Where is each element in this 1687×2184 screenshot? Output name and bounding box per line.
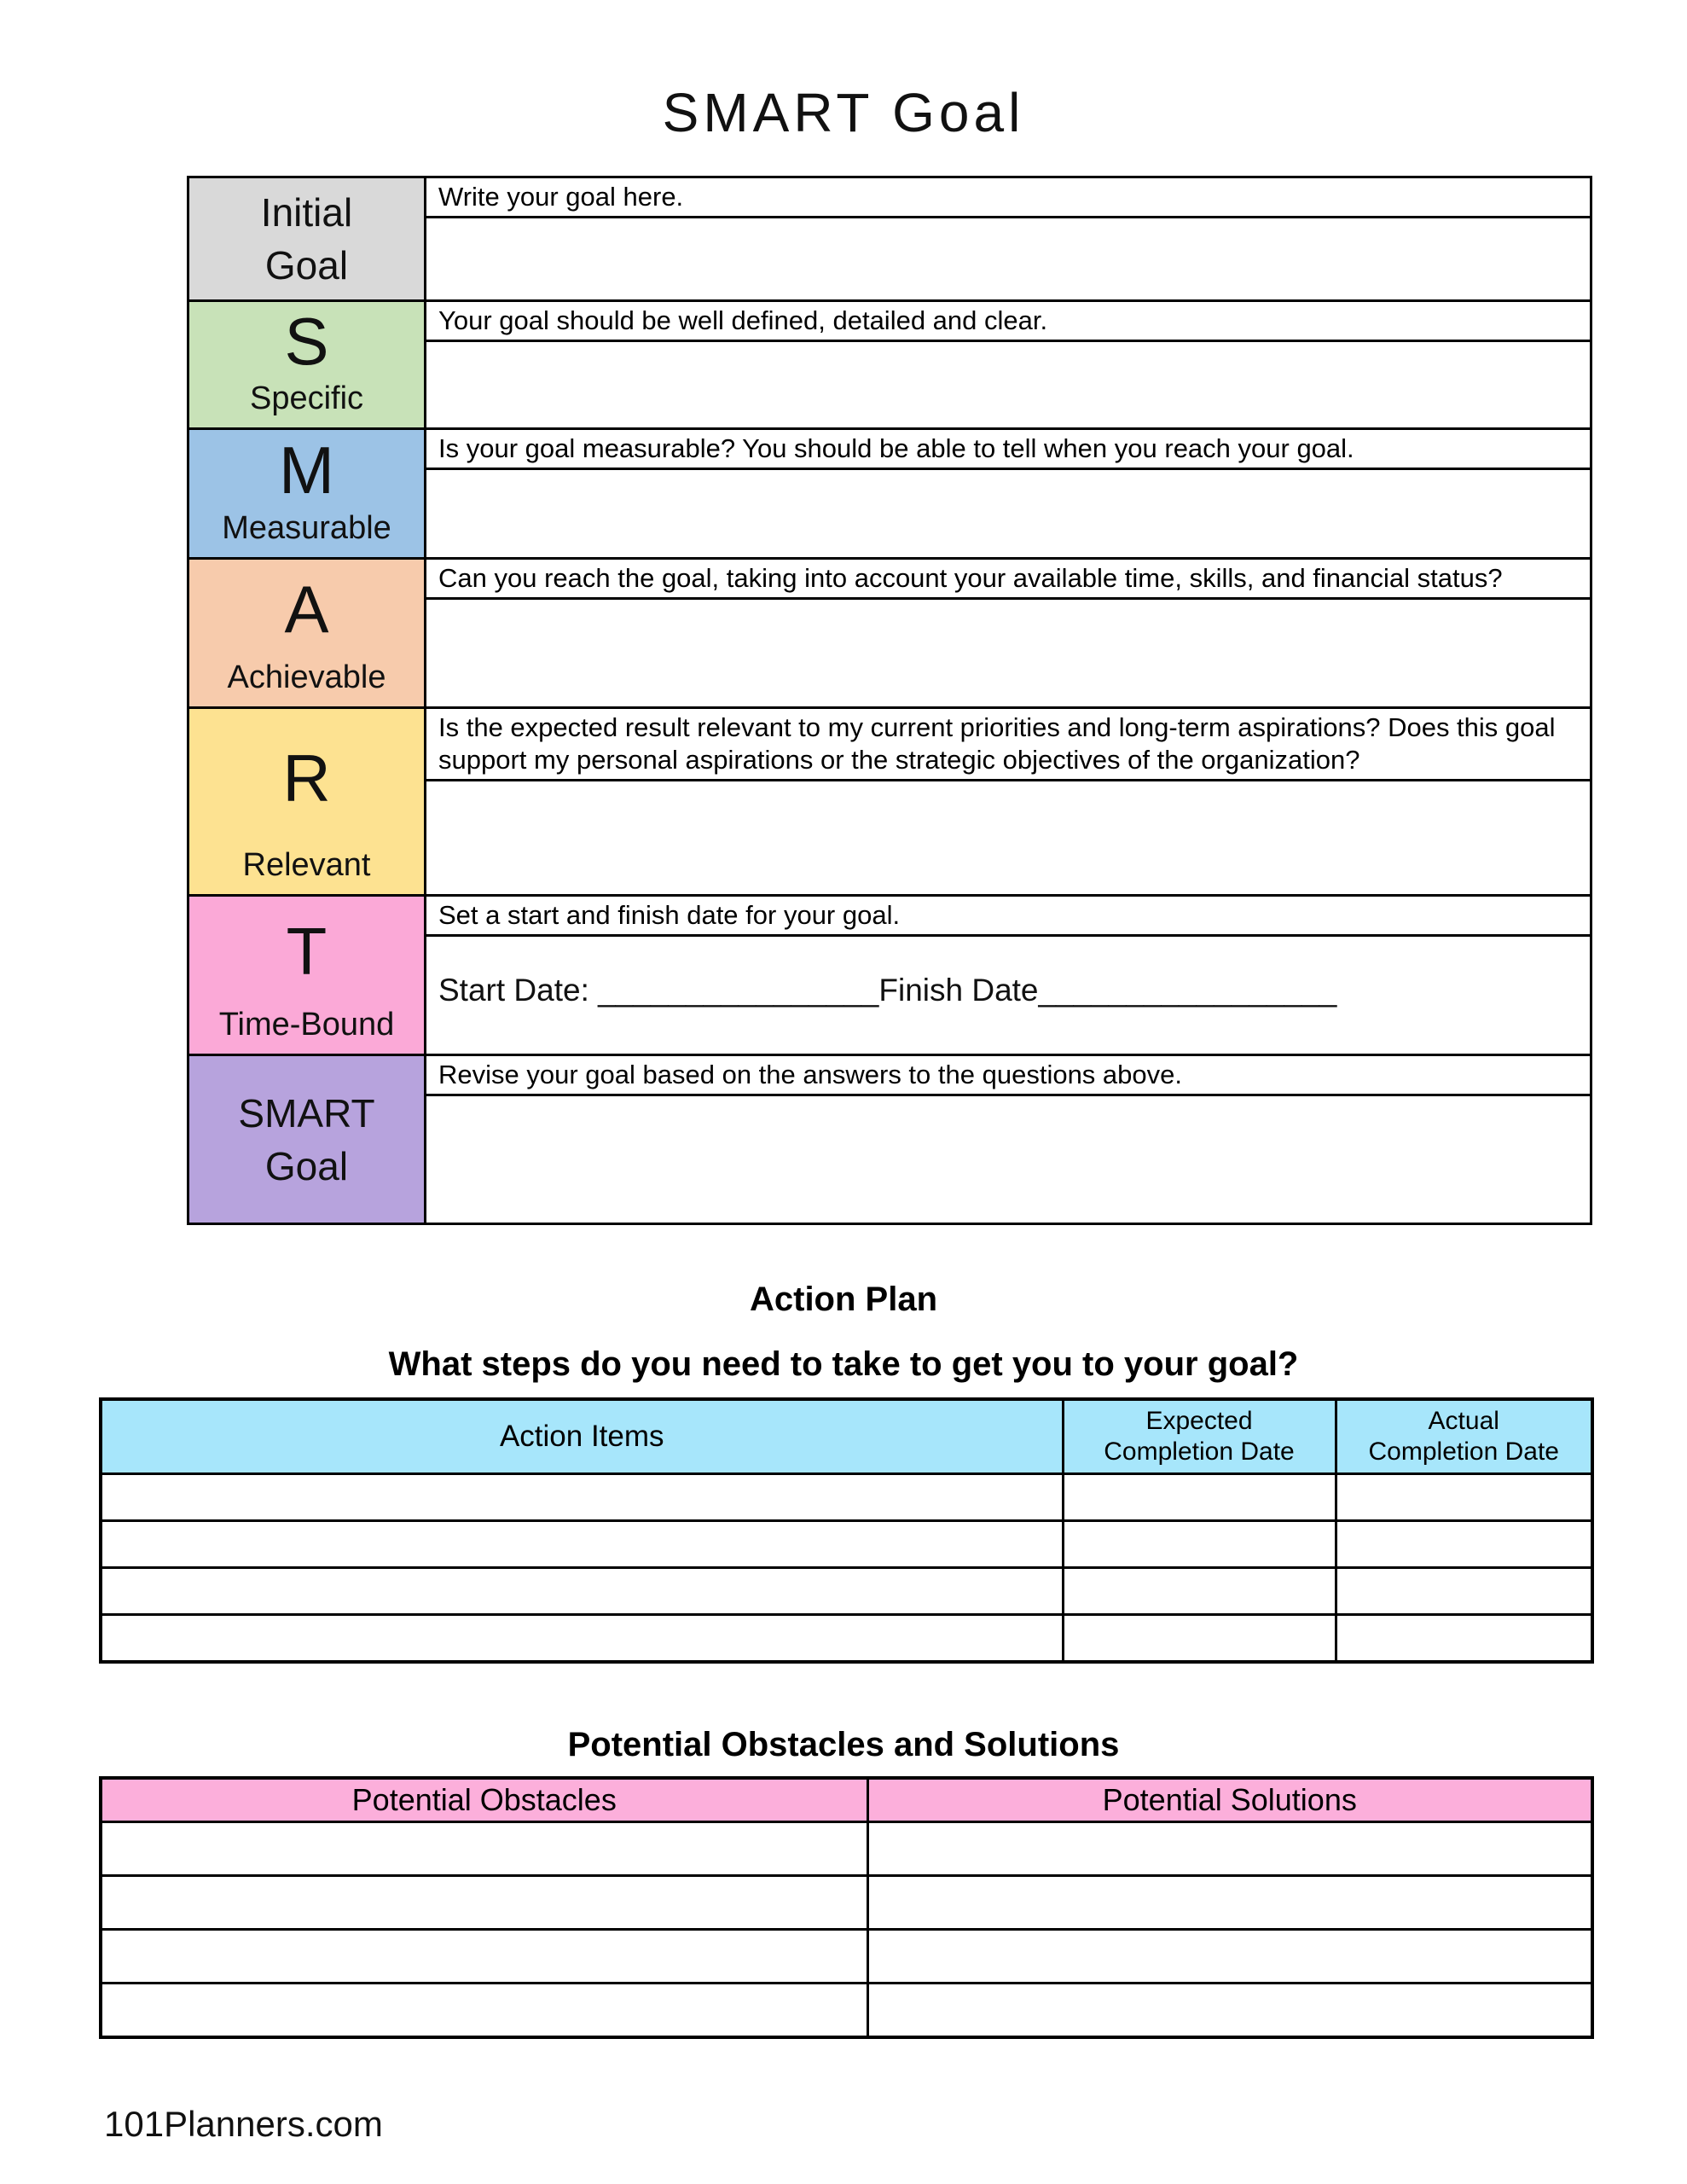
expected-date-cell[interactable] [1063, 1521, 1336, 1568]
initial-goal-label-line1: Initial [260, 190, 353, 235]
obstacles-table-row-3 [101, 1930, 1592, 1984]
row-initial-goal [189, 178, 1590, 299]
actual-header-line1: Actual [1428, 1407, 1499, 1435]
solution-cell[interactable] [867, 1984, 1592, 2038]
measurable-content-cell [426, 430, 1590, 557]
row-smart-goal [189, 1054, 1590, 1223]
potential-obstacles-header [101, 1778, 867, 1822]
potential-solutions-header [867, 1778, 1592, 1822]
smart-goal-label-line2: Goal [264, 1143, 349, 1188]
initial-goal-label-line2: Goal [264, 243, 349, 288]
action-table-header-row [101, 1399, 1592, 1474]
time-bound-content-cell [426, 897, 1590, 1054]
expected-date-cell[interactable] [1063, 1474, 1336, 1521]
smart-goal-write-area[interactable] [426, 1096, 1590, 1223]
actual-date-cell[interactable] [1336, 1568, 1592, 1615]
potential-solutions-header-label: Potential Solutions [1102, 1782, 1357, 1817]
relevant-content-cell [426, 709, 1590, 894]
expected-completion-date-header [1063, 1399, 1336, 1474]
time-bound-word: Time-Bound [218, 1007, 395, 1043]
action-plan-question: What steps do you need to take to get you to your goal? [388, 1345, 1299, 1383]
obstacles-table-row-1 [101, 1822, 1592, 1876]
time-bound-header-cell [189, 897, 426, 1054]
achievable-header-cell [189, 560, 426, 706]
initial-goal-write-area[interactable] [426, 218, 1590, 299]
achievable-write-area[interactable] [426, 600, 1590, 706]
specific-content-cell [426, 302, 1590, 427]
expected-date-cell[interactable] [1063, 1568, 1336, 1615]
action-table-row-2 [101, 1521, 1592, 1568]
expected-header-line1: Expected [1145, 1407, 1253, 1435]
time-bound-prompt: Set a start and finish date for your goal. [426, 897, 1590, 937]
smart-goal-table [187, 176, 1592, 1225]
solution-cell[interactable] [867, 1822, 1592, 1876]
relevant-header-cell [189, 709, 426, 894]
specific-word: Specific [249, 380, 364, 416]
smart-goal-label-line1: SMART [238, 1090, 375, 1136]
row-achievable [189, 557, 1590, 706]
obstacles-heading: Potential Obstacles and Solutions [567, 1726, 1120, 1763]
relevant-prompt: Is the expected result relevant to my current priorities and long-term aspirations? Does this goal support my personal aspirations or the strategic objectives of the organization? [426, 709, 1590, 781]
action-item-cell[interactable] [101, 1521, 1063, 1568]
achievable-word: Achievable [227, 659, 386, 695]
action-item-cell[interactable] [101, 1474, 1063, 1521]
action-items-header-label: Action Items [499, 1420, 664, 1453]
obstacle-cell[interactable] [101, 1876, 867, 1930]
start-finish-date-line[interactable]: Start Date: ________________Finish Date_________________ [438, 973, 1337, 1008]
action-table-row-1 [101, 1474, 1592, 1521]
time-bound-letter: T [286, 914, 328, 989]
smart-goal-prompt: Revise your goal based on the answers to the questions above. [426, 1056, 1590, 1096]
measurable-prompt: Is your goal measurable? You should be able to tell when you reach your goal. [426, 430, 1590, 470]
obstacle-cell[interactable] [101, 1984, 867, 2038]
initial-goal-header-cell [189, 178, 426, 299]
relevant-write-area[interactable] [426, 781, 1590, 894]
action-table-row-3 [101, 1568, 1592, 1615]
obstacle-cell[interactable] [101, 1822, 867, 1876]
specific-prompt: Your goal should be well defined, detailed and clear. [426, 302, 1590, 342]
measurable-write-area[interactable] [426, 470, 1590, 557]
expected-date-cell[interactable] [1063, 1615, 1336, 1663]
row-relevant [189, 706, 1590, 894]
action-items-header [101, 1399, 1063, 1474]
action-item-cell[interactable] [101, 1615, 1063, 1663]
obstacle-cell[interactable] [101, 1930, 867, 1984]
solution-cell[interactable] [867, 1930, 1592, 1984]
achievable-prompt: Can you reach the goal, taking into account your available time, skills, and financial status? [426, 560, 1590, 600]
action-table-row-4 [101, 1615, 1592, 1663]
measurable-header-cell [189, 430, 426, 557]
smart-goal-header-cell [189, 1056, 426, 1223]
action-plan-heading: Action Plan [749, 1281, 938, 1318]
specific-letter: S [284, 303, 329, 379]
achievable-letter: A [284, 572, 329, 647]
obstacles-table-header-row [101, 1778, 1592, 1822]
solution-cell[interactable] [867, 1876, 1592, 1930]
specific-write-area[interactable] [426, 342, 1590, 427]
obstacles-solutions-table [99, 1776, 1594, 2039]
relevant-word: Relevant [242, 847, 371, 883]
row-specific [189, 299, 1590, 427]
actual-completion-date-header [1336, 1399, 1592, 1474]
achievable-content-cell [426, 560, 1590, 706]
relevant-letter: R [282, 740, 331, 816]
smart-goal-label [189, 1056, 424, 1223]
initial-goal-label [189, 178, 424, 299]
action-item-cell[interactable] [101, 1568, 1063, 1615]
initial-goal-prompt: Write your goal here. [426, 178, 1590, 218]
page-title: SMART Goal [662, 82, 1025, 143]
time-bound-write-area[interactable] [426, 1008, 1590, 1054]
row-measurable [189, 427, 1590, 557]
action-plan-table [99, 1397, 1594, 1664]
obstacles-table-row-4 [101, 1984, 1592, 2038]
potential-obstacles-header-label: Potential Obstacles [351, 1782, 617, 1817]
actual-date-cell[interactable] [1336, 1474, 1592, 1521]
measurable-letter: M [279, 432, 334, 508]
actual-header-line2: Completion Date [1368, 1438, 1559, 1466]
site-credit: 101Planners.com [104, 2104, 383, 2144]
actual-date-cell[interactable] [1336, 1615, 1592, 1663]
smart-goal-content-cell [426, 1056, 1590, 1223]
obstacles-table-row-2 [101, 1876, 1592, 1930]
row-time-bound [189, 894, 1590, 1054]
initial-goal-content-cell [426, 178, 1590, 299]
measurable-word: Measurable [222, 510, 391, 546]
actual-date-cell[interactable] [1336, 1521, 1592, 1568]
expected-header-line2: Completion Date [1104, 1438, 1295, 1466]
specific-header-cell [189, 302, 426, 427]
